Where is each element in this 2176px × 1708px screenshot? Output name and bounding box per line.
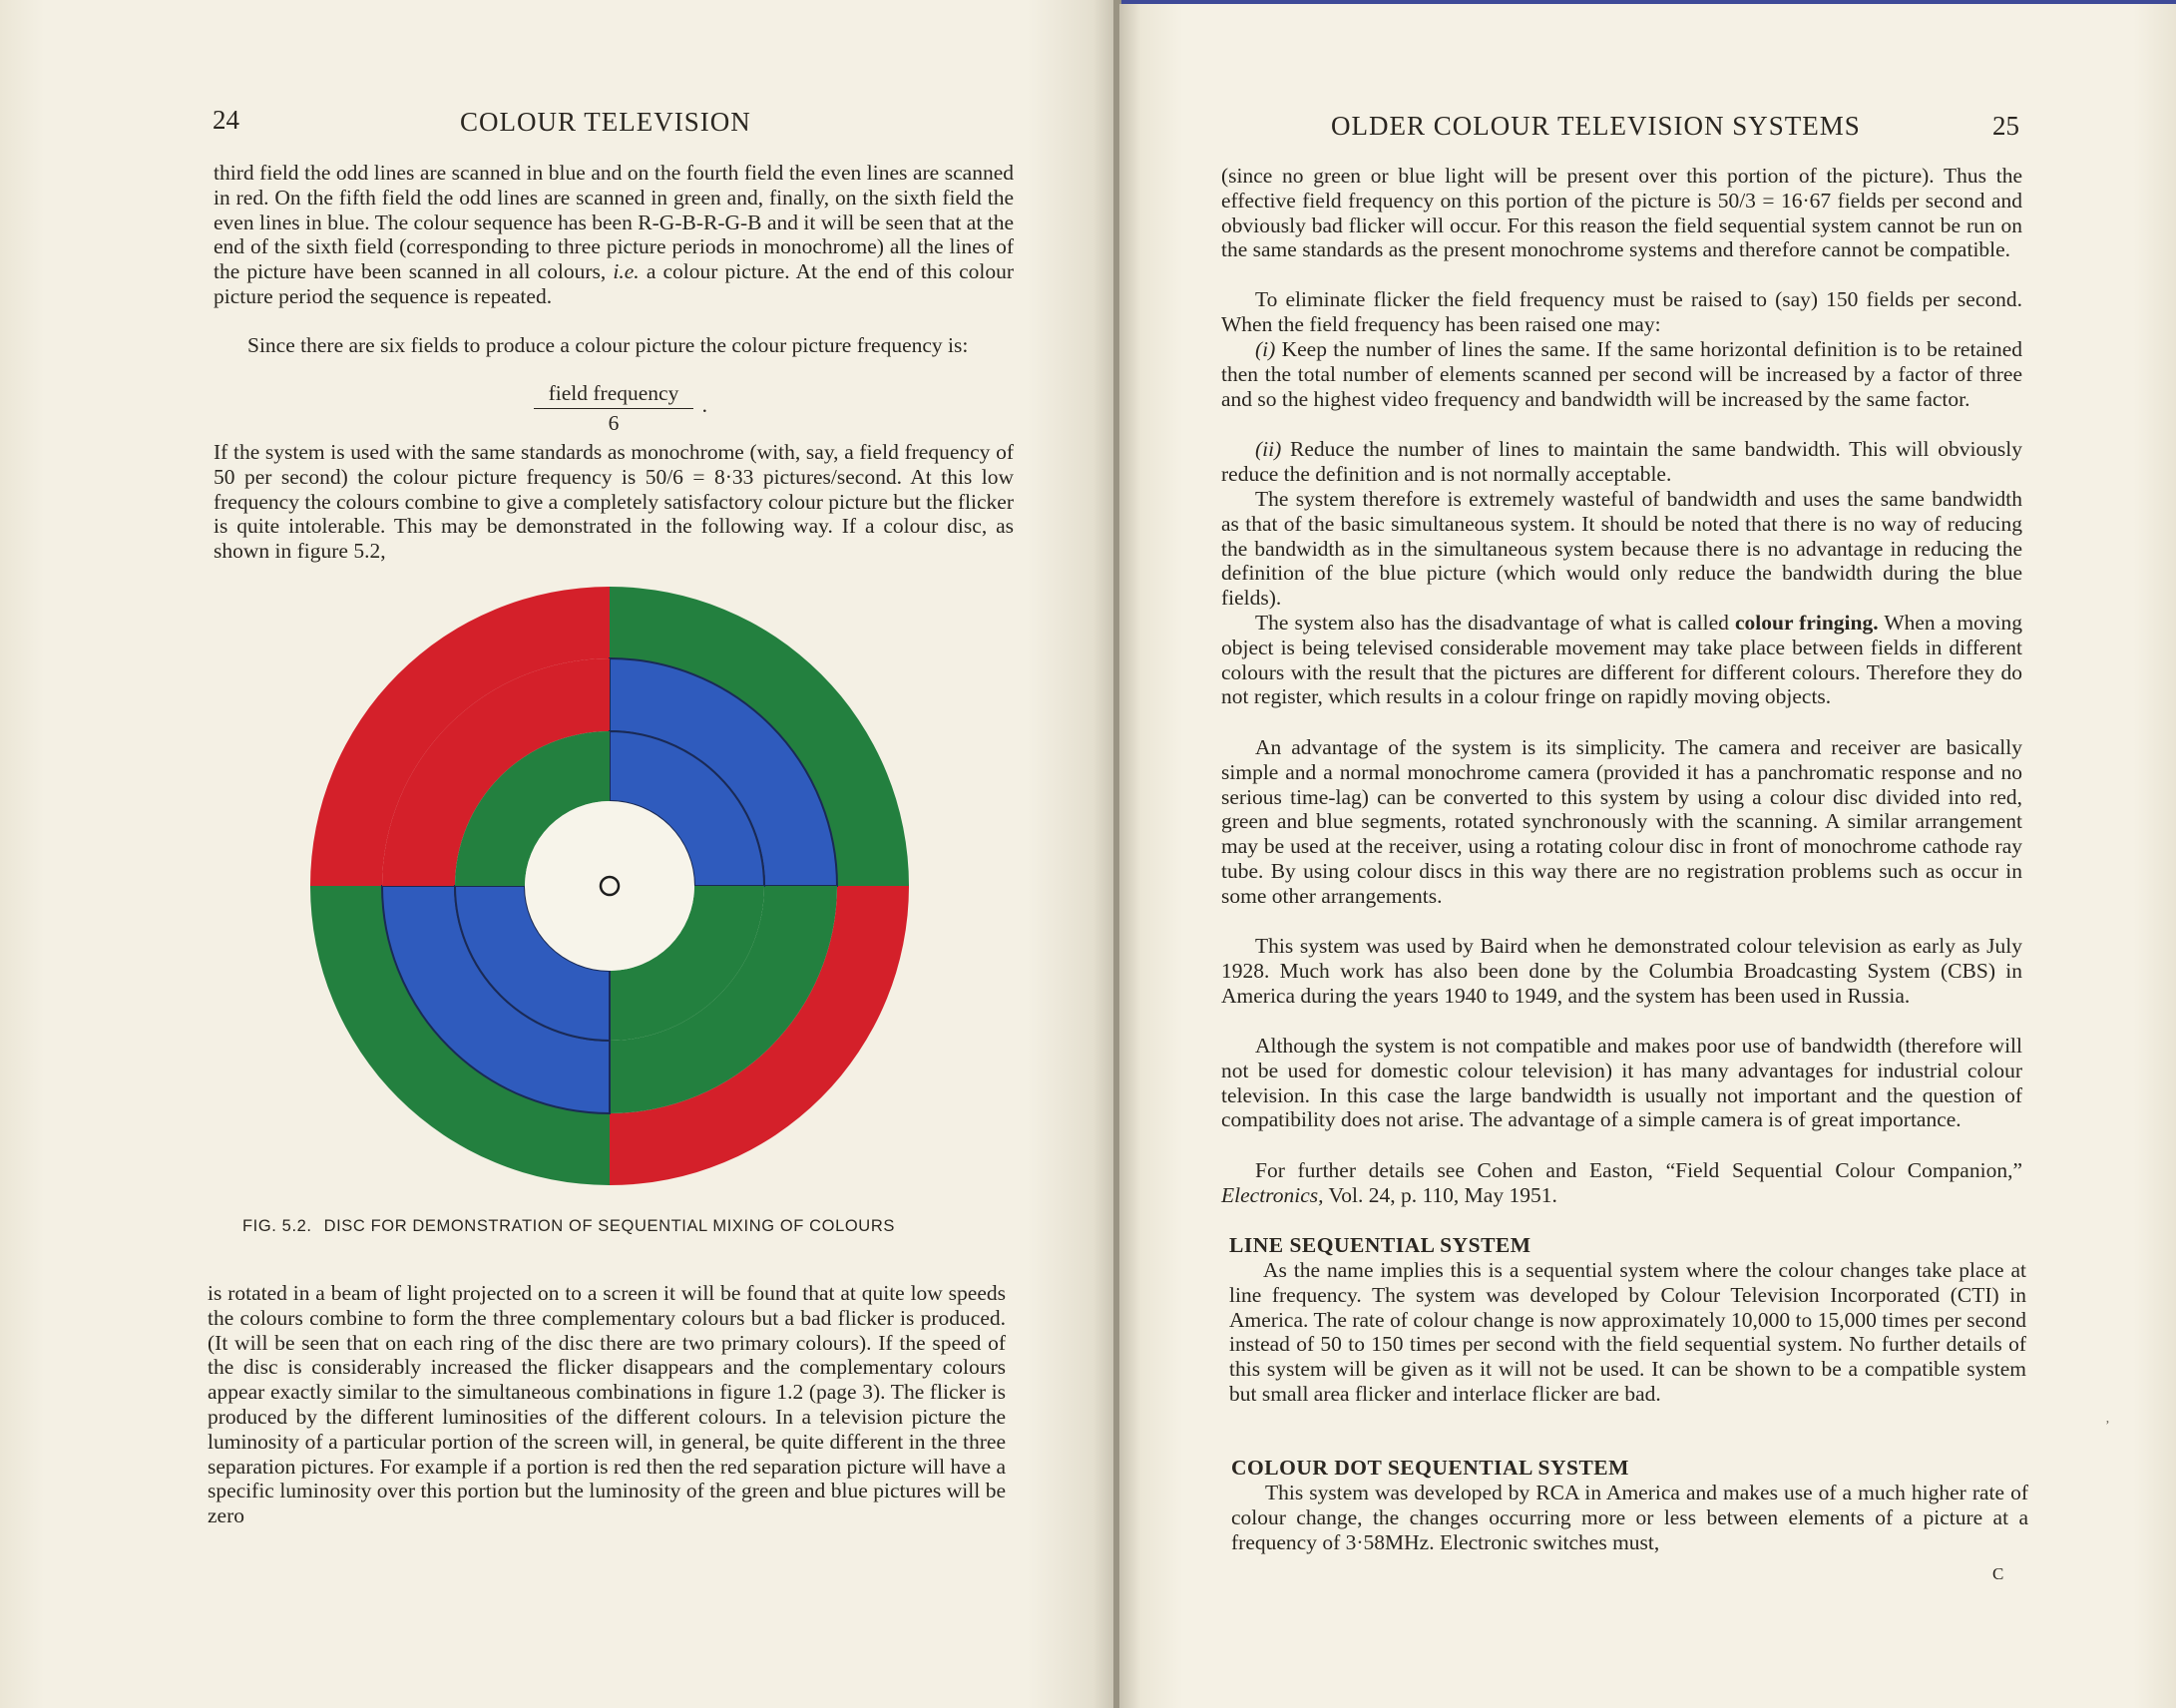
paragraph: The system therefore is extremely wasteful of bandwidth and uses the same bandwidth as that of the basic simultaneous system. It should be noted that there is no way of reducing the bandwidth as in the simultaneous system because there is no advantage in reducing the definition of the blue picture (which would only reduce the bandwidth during the blue fields). (1221, 487, 2022, 611)
paragraph: is rotated in a beam of light projected on to a screen it will be found that at quite low speeds the colours combine to form the three complementary colours but a bad flicker is produced. (It will be seen that on each ring of the disc there are two primary colours). If the speed of the disc is considerably increased the flicker disappears and the complementary colours appear exactly similar to the simultaneous combinations in figure 1.2 (page 3). The flicker is produced by the different luminosities of the different colours. In a television picture the luminosity of a particular portion of the screen will, in general, be quite different in the three separation pictures. For example if a portion is red then the red separation picture will have a specific luminosity over this portion but the luminosity of the green and blue pictures will be zero (208, 1281, 1006, 1528)
paragraph: If the system is used with the same standards as monochrome (with, say, a field frequency of 50 per second) the colour picture frequency is 50/6 = 8·33 pictures/second. At this low frequency the colours combine to give a completely satisfactory colour picture but the flicker is quite intolerable. This may be demonstrated in the following way. If a colour disc, as shown in figure 5.2, (214, 440, 1014, 564)
paragraph: As the name implies this is a sequential system where the colour changes take place at line frequency. The system was developed by Colour Television Incorporated (CTI) in America. The rate of colour change is now approximately 10,000 to 15,000 times per second instead of 50 to 150 times per second with the field sequential system. No further details of this system will be given as it will not be used. It can be shown to be a compatible system but small area flicker and interlace flicker are bad. (1229, 1258, 2026, 1406)
figure-caption-text: DISC FOR DEMONSTRATION OF SEQUENTIAL MIXING OF COLOURS (323, 1217, 895, 1235)
signature-mark: C (1992, 1564, 2004, 1583)
formula-fraction (534, 381, 707, 436)
paragraph: An advantage of the system is its simplicity. The camera and receiver are basically simple and a normal monochrome camera (provided it has a panchromatic response and no serious time-lag) can be converted to this system by using a colour disc divided into red, green and blue segments, rotated synchronously with the scanning. A similar arrangement may be used at the receiver, using a rotating colour disc in front of monochrome cathode ray tube. By using colour discs in this way there are no registration problems such as occur in some other arrangements. (1221, 735, 2022, 908)
paragraph: This system was developed by RCA in America and makes use of a much higher rate of colour change, the changes occurring more or less between elements of a picture at a frequency of 3·58MHz. Electronic switches must, (1231, 1481, 2028, 1554)
paragraph: For further details see Cohen and Easton, “Field Sequential Colour Companion,” Electronics, Vol. 24, p. 110, May 1951. (1221, 1158, 2022, 1207)
formula-denominator: 6 (608, 411, 620, 435)
paragraph: third field the odd lines are scanned in blue and on the fourth field the even lines are scanned in red. On the fifth field the odd lines are scanned in green and, finally, on the sixth field the even lines in blue. The colour sequence has been R-G-B-R-G-B and it will be seen that at the end of the sixth field (corresponding to three picture periods in monochrome) all the lines of the picture have been scanned in all colours, i.e. a colour picture. At the end of this colour picture period the sequence is repeated. (214, 161, 1014, 308)
figure-number: FIG. 5.2. (242, 1217, 312, 1235)
figure-caption (242, 1217, 895, 1236)
disc-centre (525, 801, 694, 971)
page-number: 25 (1992, 111, 2019, 141)
section-heading: COLOUR DOT SEQUENTIAL SYSTEM (1231, 1456, 1629, 1480)
running-head: OLDER COLOUR TELEVISION SYSTEMS (1331, 111, 1861, 141)
colour-disc-figure (307, 584, 912, 1188)
running-head: COLOUR TELEVISION (460, 107, 751, 137)
paragraph: (since no green or blue light will be present over this portion of the picture). Thus the effective field frequency on this portion of the picture is 50/3 = 16·67 fields per second and obviously bad flicker will occur. For this reason the field sequential system cannot be run on the same standards as the present monochrome systems and therefore cannot be compatible. (1221, 164, 2022, 262)
formula-dot: . (701, 393, 707, 417)
paragraph: (ii) Reduce the number of lines to maintain the same bandwidth. This will obviously reduce the definition and is not normally acceptable. (1221, 437, 2023, 486)
paragraph: This system was used by Baird when he demonstrated colour television as early as July 1928. Much work has also been done by the Columbia Broadcasting System (CBS) in America during the years 1940 to 1949, and the system has been used in Russia. (1221, 934, 2022, 1008)
margin-mark: ’ (2105, 1419, 2110, 1434)
paragraph: The system also has the disadvantage of what is called colour fringing. When a moving object is being televised considerable movement may take place between fields in different colours with the result that the pictures are different for different colours. Therefore they do not register, which results in a colour fringe on rapidly moving objects. (1221, 611, 2023, 709)
paragraph: Although the system is not compatible and makes poor use of bandwidth (therefore will not be used for domestic colour television) it has many advantages for industrial colour television. In this case the large bandwidth is usually not important and the question of compatibility does not arise. The advantage of a simple camera is of great importance. (1221, 1034, 2022, 1132)
paragraph: (i) Keep the number of lines the same. If the same horizontal definition is to be retained then the total number of elements scanned per second will be increased by a factor of three and so the highest video frequency and bandwidth will be increased by the same factor. (1221, 337, 2022, 411)
formula-numerator: field frequency (534, 381, 693, 409)
page-number: 24 (213, 105, 239, 135)
section-heading: LINE SEQUENTIAL SYSTEM (1229, 1233, 1531, 1257)
paragraph: To eliminate flicker the field frequency must be raised to (say) 150 fields per second. When the field frequency has been raised one may: (1221, 287, 2022, 336)
paragraph: Since there are six fields to produce a colour picture the colour picture frequency is: (247, 333, 969, 357)
